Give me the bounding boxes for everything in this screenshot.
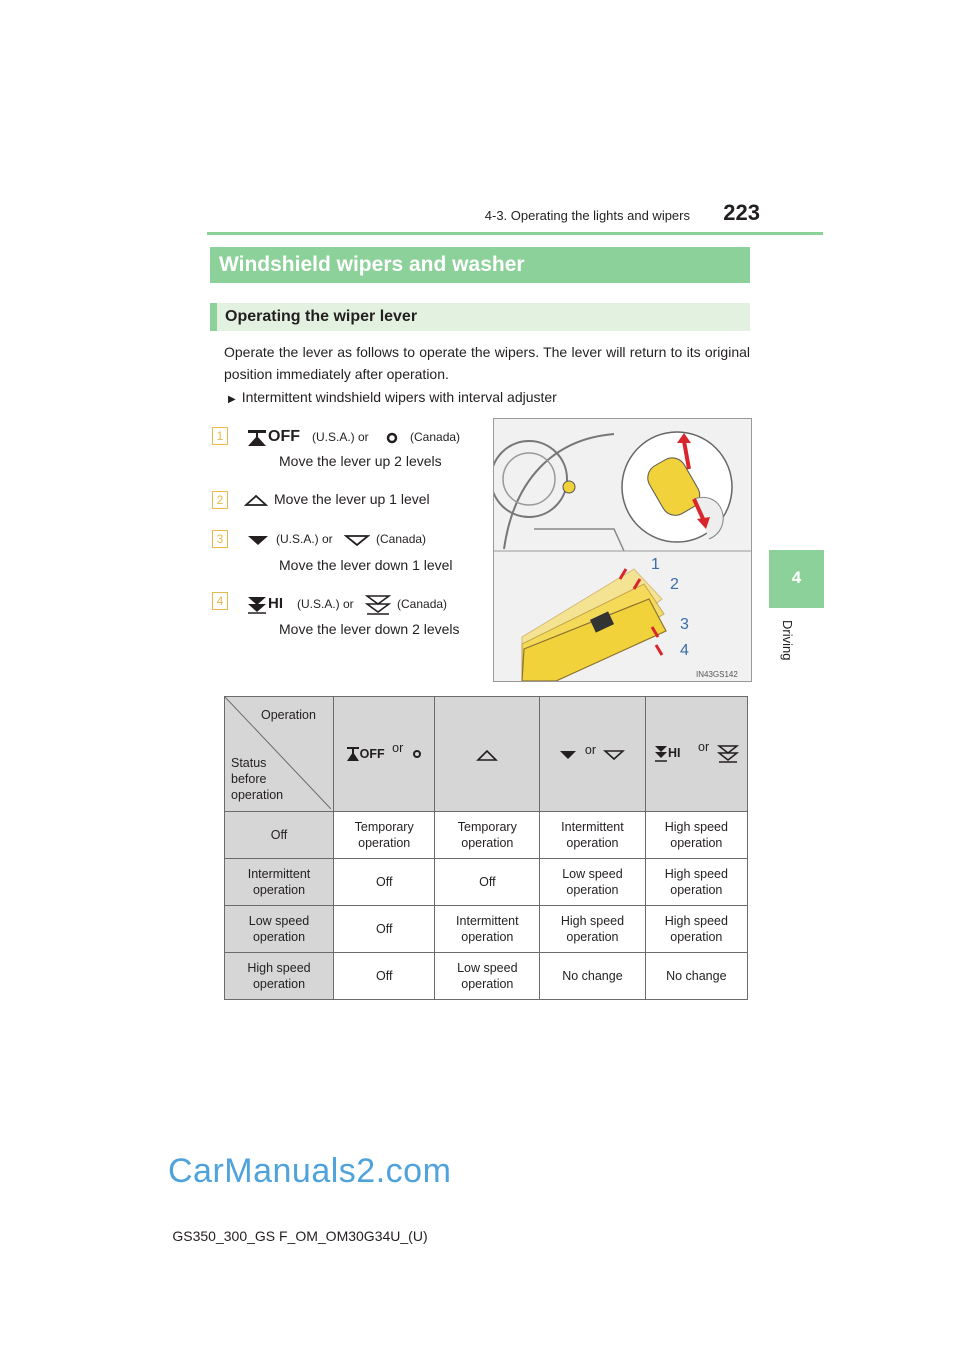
header-off-label: OFF (359, 746, 385, 761)
low-speed-solid-icon (559, 750, 577, 760)
callout-3: 3 (680, 616, 689, 633)
off-circle-icon (382, 430, 402, 446)
option-1-description: Move the lever up 2 levels (279, 453, 442, 469)
bullet-item (228, 389, 557, 405)
table-cell: Low speed operation (435, 953, 540, 1000)
high-speed-outline-icon (717, 744, 739, 764)
chapter-tab-number: 4 (791, 568, 802, 587)
table-row (225, 812, 748, 859)
option-4-usa: (U.S.A.) or (297, 597, 354, 612)
corner-status-label: Status before operation (231, 756, 284, 802)
high-speed-outline-icon (365, 594, 391, 616)
wiper-lever-illustration (493, 418, 752, 682)
header-cell-down1 (540, 697, 645, 812)
table-row (225, 953, 748, 1000)
table-row (225, 906, 748, 953)
table-cell: High speed operation (645, 812, 747, 859)
header-or-3: or (698, 740, 710, 755)
watermark: CarManuals2.com (168, 1152, 452, 1190)
mist-up-icon (244, 494, 268, 506)
option-3-description: Move the lever down 1 level (279, 557, 453, 573)
low-speed-outline-icon (344, 534, 370, 546)
off-icon-label: OFF (268, 428, 300, 445)
table-cell: High speed operation (540, 906, 645, 953)
header-cell-down2 (645, 697, 747, 812)
option-2-line (244, 491, 430, 507)
table-cell: Off (334, 859, 435, 906)
table-row (225, 859, 748, 906)
bullet-arrow-icon: ▶ (228, 394, 236, 405)
table-cell: Off (334, 906, 435, 953)
off-circle-icon (411, 748, 423, 760)
table-cell: High speed operation (645, 906, 747, 953)
table-corner-cell (225, 697, 334, 812)
high-speed-solid-icon (654, 745, 668, 763)
callout-4: 4 (680, 642, 689, 659)
intro-paragraph: Operate the lever as follows to operate the wipers. The lever will return to its original position immediately after operation. (224, 344, 750, 382)
header-or-1: or (392, 740, 404, 755)
hi-icon-label: HI (268, 595, 283, 613)
row-status: Low speed operation (225, 906, 334, 953)
bullet-text: Intermittent windshield wipers with interval adjuster (241, 389, 557, 405)
footer-document-code: GS350_300_GS F_OM_OM30G34U_(U) (172, 1228, 428, 1244)
auto-wiper-icon (246, 429, 268, 447)
option-number-4: 4 (212, 592, 228, 610)
option-3-icons (246, 532, 426, 546)
table-cell: No change (540, 953, 645, 1000)
option-1-canada: (Canada) (410, 430, 461, 444)
illustration-svg (494, 419, 751, 681)
header-hi-label: HI (668, 746, 681, 761)
chapter-tab-label: Driving (780, 620, 795, 661)
header-or-2: or (584, 743, 596, 757)
callout-2: 2 (670, 576, 679, 593)
option-number-1: 1 (212, 427, 228, 445)
section-title: Windshield wipers and washer (210, 247, 750, 283)
table-cell: Low speed operation (540, 859, 645, 906)
header-rule (207, 232, 823, 235)
subsection-title: Operating the wiper lever (210, 303, 750, 331)
corner-operation-label: Operation (261, 708, 316, 722)
option-4-icons (246, 594, 447, 616)
option-number-3: 3 (212, 530, 228, 548)
low-speed-solid-icon (246, 534, 270, 546)
row-status: Intermittent operation (225, 859, 334, 906)
table-cell: Intermittent operation (540, 812, 645, 859)
row-status: High speed operation (225, 953, 334, 1000)
option-2-description: Move the lever up 1 level (274, 491, 430, 507)
option-1-icons (246, 428, 460, 447)
low-speed-outline-icon (603, 749, 625, 761)
option-4-canada: (Canada) (397, 597, 448, 612)
auto-wiper-icon (346, 746, 360, 762)
header-cell-up1 (435, 697, 540, 812)
wiper-operation-table (224, 696, 748, 1000)
header-cell-up2 (334, 697, 435, 812)
table-header-row (225, 697, 748, 812)
option-1-usa: (U.S.A.) or (312, 430, 369, 444)
callout-1: 1 (651, 556, 660, 573)
table-cell: Off (435, 859, 540, 906)
option-number-2: 2 (212, 491, 228, 509)
chapter-tab-label-wrap (779, 620, 799, 710)
row-status: Off (225, 812, 334, 859)
illustration-code: IN43GS142 (696, 670, 738, 679)
table-cell: Intermittent operation (435, 906, 540, 953)
option-4-description: Move the lever down 2 levels (279, 621, 460, 637)
high-speed-solid-icon (246, 596, 268, 614)
page-number: 223 (723, 200, 760, 225)
table-cell: Temporary operation (334, 812, 435, 859)
option-3-canada: (Canada) (376, 532, 427, 546)
table-cell: Temporary operation (435, 812, 540, 859)
table-cell: Off (334, 953, 435, 1000)
table-cell: No change (645, 953, 747, 1000)
table-cell: High speed operation (645, 859, 747, 906)
header-section-title: 4-3. Operating the lights and wipers (484, 208, 690, 223)
mist-up-icon (476, 749, 498, 761)
option-3-usa: (U.S.A.) or (276, 532, 333, 546)
